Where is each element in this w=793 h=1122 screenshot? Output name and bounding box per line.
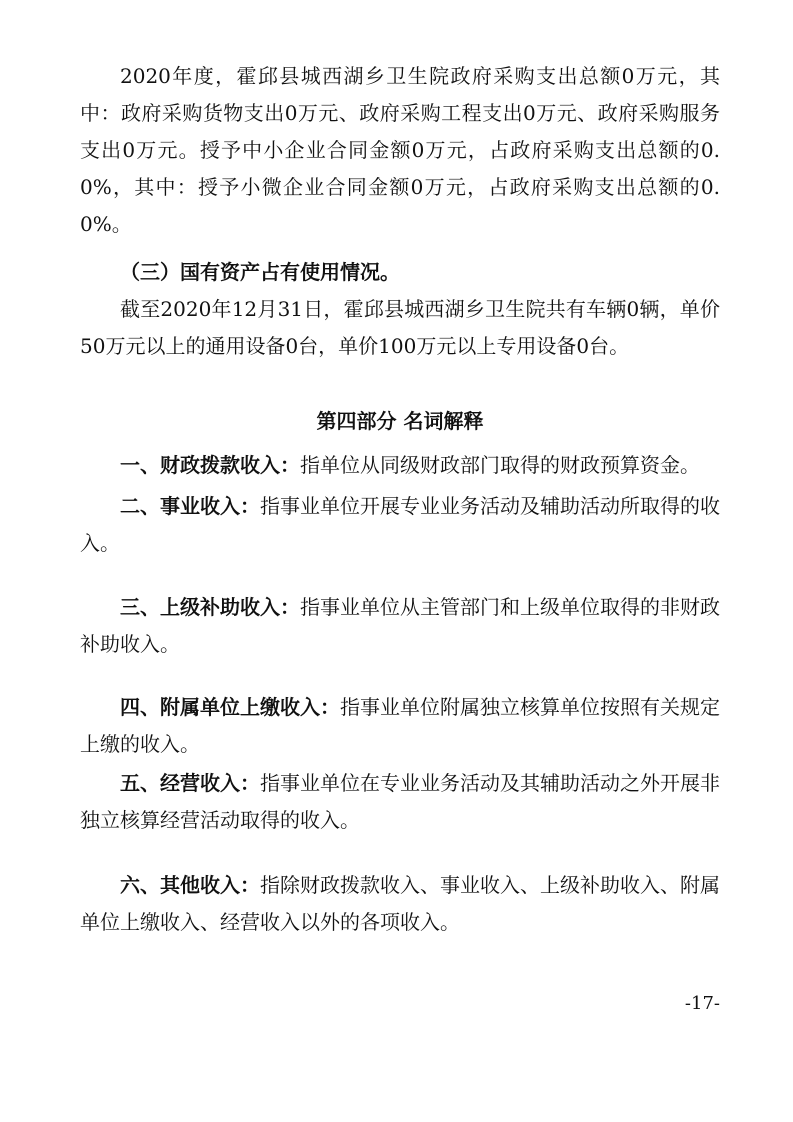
term-definition: 指事业单位从主管部门和上级单位取得的非财政补助收入。 [80, 595, 720, 656]
term-definition: 指事业单位附属独立核算单位按照有关规定上缴的收入。 [80, 695, 720, 756]
term-paragraph-6 [80, 867, 720, 941]
term-label: 三、上级补助收入： [120, 595, 300, 619]
term-label: 五、经营收入： [120, 771, 260, 795]
term-definition: 指除财政拨款收入、事业收入、上级补助收入、附属单位上缴收入、经营收入以外的各项收入。 [80, 873, 720, 934]
term-label: 六、其他收入： [120, 873, 260, 897]
term-paragraph-2 [80, 488, 720, 562]
term-paragraph-4 [80, 689, 720, 763]
term-paragraph-5 [80, 765, 720, 839]
term-definition: 指单位从同级财政部门取得的财政预算资金。 [300, 453, 700, 477]
term-label: 二、事业收入： [120, 494, 260, 518]
procurement-paragraph: 2020年度，霍邱县城西湖乡卫生院政府采购支出总额0万元，其中：政府采购货物支出0万元、政府采购工程支出0万元、政府采购服务支出0万元。授予中小企业合同金额0万元，占政府采购支出总额的0.0%，其中：授予小微企业合同金额0万元，占政府采购支出总额的0.0%。 [80, 64, 720, 236]
term-paragraph-1 [80, 447, 720, 484]
page-number: -17- [684, 993, 720, 1014]
section-title: 第四部分 名词解释 [316, 409, 484, 433]
assets-paragraph: 截至2020年12月31日，霍邱县城西湖乡卫生院共有车辆0辆，单价50万元以上的通用设备0台，单价100万元以上专用设备0台。 [80, 297, 720, 358]
term-definition: 指事业单位开展专业业务活动及辅助活动所取得的收入。 [80, 494, 720, 555]
term-definition: 指事业单位在专业业务活动及其辅助活动之外开展非独立核算经营活动取得的收入。 [80, 771, 720, 832]
assets-heading: （三）国有资产占有使用情况。 [120, 260, 400, 284]
term-label: 一、财政拨款收入： [120, 453, 300, 477]
term-paragraph-3 [80, 589, 720, 663]
term-label: 四、附属单位上缴收入： [120, 695, 340, 719]
